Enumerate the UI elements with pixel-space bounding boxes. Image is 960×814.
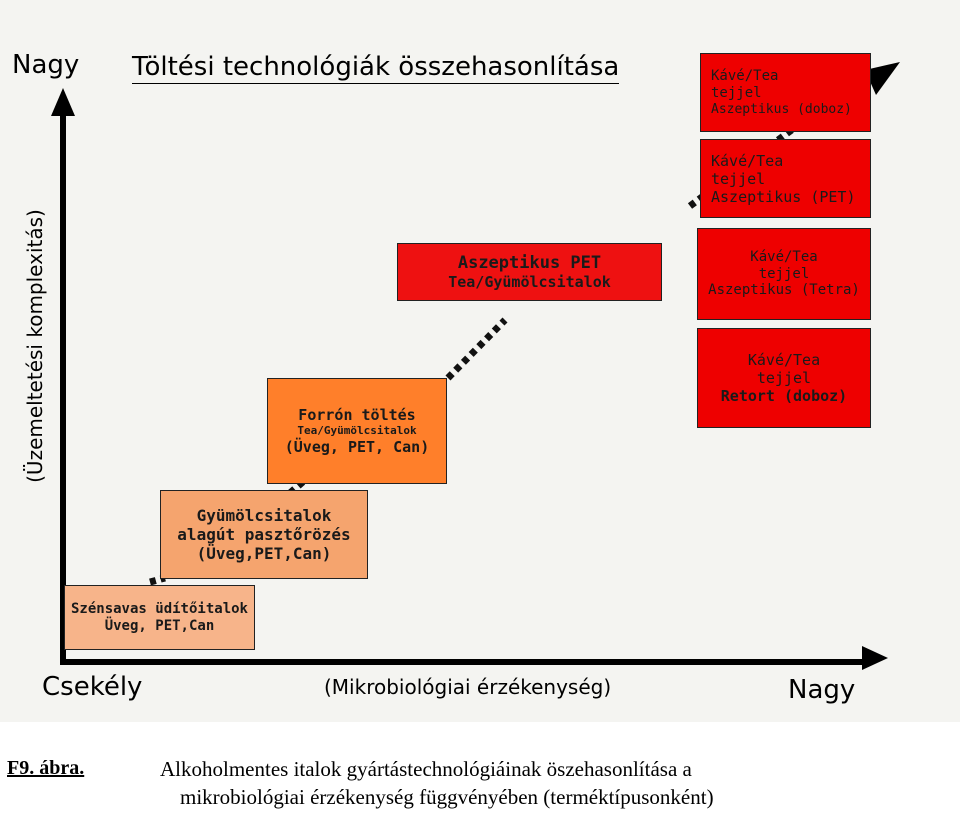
x-axis-label: (Mikrobiológiai érzékenység): [324, 675, 612, 699]
box-line: Kávé/Tea: [711, 151, 784, 170]
box-tunnel-pasteurization: [160, 490, 368, 579]
box-carbonated-drinks: [64, 585, 255, 650]
box-line: tejjel: [756, 369, 812, 387]
box-line: Tea/Gyümölcsitalok: [448, 273, 611, 292]
box-line: Aszeptikus (doboz): [711, 101, 852, 117]
box-line: Kávé/Tea: [750, 248, 818, 265]
box-line: Aszeptikus (Tetra): [708, 282, 860, 299]
caption-line-2: mikrobiológiai érzékenység függvényében (terméktípusonként): [180, 785, 714, 809]
y-axis-arrowhead: [51, 88, 75, 116]
box-line: Aszeptikus PET: [457, 252, 602, 273]
box-line: Retort (doboz): [720, 387, 848, 405]
box-aseptic-tetra: [697, 228, 871, 320]
box-aseptic-pet-coffee: [700, 139, 871, 218]
box-line: tejjel: [711, 84, 762, 101]
box-line: Tea/Gyümölcsitalok: [297, 424, 417, 438]
x-axis-high-label: Nagy: [788, 675, 856, 705]
box-aseptic-pet: [397, 243, 662, 301]
box-aseptic-carton: [700, 53, 871, 132]
box-line: (Üveg, PET, Can): [284, 437, 430, 456]
box-line: Gyümölcsitalok: [196, 505, 332, 525]
box-line: Szénsavas üdítőitalok: [70, 600, 248, 617]
box-line: (Üveg,PET,Can): [196, 544, 332, 564]
box-line: Forrón töltés: [298, 406, 416, 425]
box-line: Aszeptikus (PET): [711, 187, 856, 206]
box-line: Kávé/Tea: [711, 67, 779, 84]
box-line: tejjel: [758, 265, 810, 282]
box-line: alagút pasztőrözés: [177, 524, 351, 544]
figure-label: F9. ábra.: [7, 757, 85, 779]
x-axis-arrowhead: [862, 646, 888, 670]
box-line: Üveg, PET,Can: [104, 617, 215, 634]
box-line: tejjel: [711, 169, 766, 188]
box-hot-fill: [267, 378, 447, 484]
diagram-title: Töltési technológiák összehasonlítása: [132, 52, 620, 82]
caption-line-1: Alkoholmentes italok gyártástechnológiáinak öszehasonlítása a: [160, 757, 692, 781]
box-retort-carton: [697, 328, 871, 428]
y-axis-label: (Üzemeltetési komplexitás): [23, 209, 47, 483]
box-line: Kávé/Tea: [747, 351, 821, 369]
y-axis-high-label: Nagy: [12, 50, 80, 80]
x-axis-low-label: Csekély: [42, 672, 143, 702]
